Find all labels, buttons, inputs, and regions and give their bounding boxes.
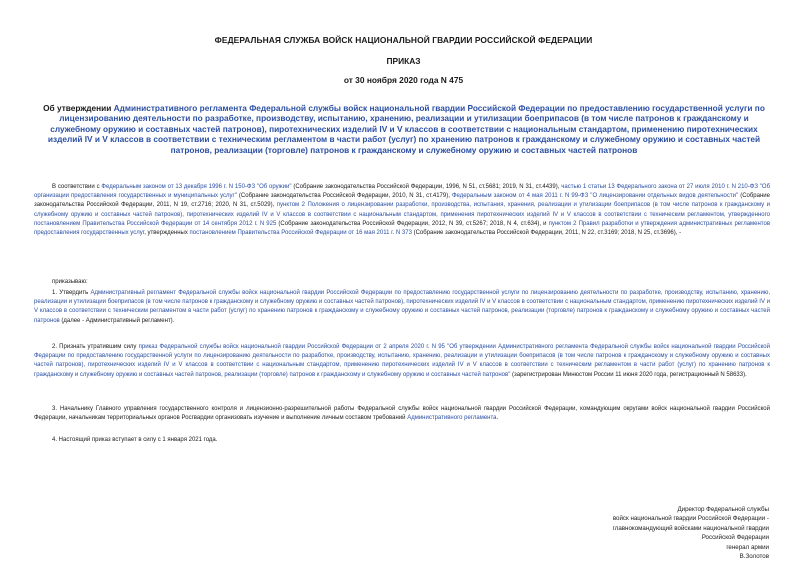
signature-block <box>613 505 769 561</box>
signature-line-3: главнокомандующий войсками национальной гвардии <box>612 524 769 532</box>
regulation-925-link[interactable]: пунктом 2 Положения о лицензировании разработки, производства, испытания, хранения, реализации и утилизации боеприпасов (в том числе патронов к гражданскому и служебному оружию и составных частей патронов), пиротехнических изделий IV и V классов в соответствии с национальным стандартом, применения пиротехнических изделий IV и V классов в соответствии с техническим регламентом, утвержденного постановлением Правительства Российской Федерации от 14 сентября 2012 г. N 925 <box>34 202 770 227</box>
signature-line-2: войск национальной гвардии Российской Федерации - <box>612 515 769 523</box>
item-3-paragraph <box>34 405 770 423</box>
order-95-link[interactable]: приказ Федеральной службы войск национальной гвардии Российской Федерации от 2 апреля 2020 г. N 95 "Об утверждении Административного регламента Федеральной службы войск национальной гвардии Российской Федерации по предоставлению государственной услуги по лицензированию деятельности по разработке, производству, испытанию, хранению, реализации и утилизации боеприпасов (в том числе патронов к гражданскому и служебному оружию и составных частей патронов), пиротехнических изделий IV и V классов в соответствии с национальным стандартом, применению пиротехнических изделий IV и V классов в соответствии с техническим регламентом в части работ (услуг) по хранению патронов к гражданскому и служебному оружию и составных частей патронов, реализации (торговле) патронов к гражданскому и служебному оружию и составных частей патронов" <box>34 344 770 378</box>
order-word: приказываю: <box>52 279 88 285</box>
item-3-text-1: 3. Начальнику Главного управления государственного контроля и лицензионно-разрешительной работы Федеральной службы войск национальной гвардии Российской Федерации, командующим округами войск национальной гвардии Российской Федерации, начальникам территориальных органов Росгвардии организовать изучение и выполнение личным составом требований <box>34 406 770 422</box>
item-3-text-2: . <box>496 415 499 422</box>
law-99fz-link[interactable]: Федеральным законом от 4 мая 2011 г. N 99-ФЗ "О лицензировании отдельных видов деятельности" <box>451 193 739 200</box>
rules-clause2-link[interactable]: пунктом 2 Правил разработки и утверждения административных регламентов предоставления государственных услуг <box>34 220 771 237</box>
item-4-paragraph: 4. Настоящий приказ вступает в силу с 1 января 2021 года. <box>52 437 218 443</box>
preamble-text-3: (Собрание законодательства Российской Федерации, 2010, N 31, ст.4179), <box>236 193 452 200</box>
preamble-text-6: , утвержденных <box>144 230 190 237</box>
signature-line-5: генерал армии <box>726 543 769 551</box>
document-type: ПРИКАЗ <box>386 56 421 66</box>
preamble-text-7: (Собрание законодательства Российской Федерации, 2011, N 22, ст.3169; 2018, N 25, ст.3696), - <box>411 230 682 237</box>
regulation-link[interactable]: Административный регламент Федеральной службы войск национальной гвардии Российской Федерации по предоставлению государственной услуги по лицензированию деятельности по разработке, производству, испытанию, хранению, реализации и утилизации боеприпасов (в том числе патронов к гражданскому и служебному оружию и составных частей патронов), пиротехнических изделий IV и V классов в соответствии с национальным стандартом, применению пиротехнических изделий IV и V классов в соответствии с техническим регламентом в части работ (услуг) по хранению патронов к гражданскому и служебному оружию и составных частей патронов, реализации (торговле) патронов к гражданскому и служебному оружию и составных частей патронов <box>34 290 770 324</box>
resolution-373-link[interactable]: постановлением Правительства Российской Федерации от 16 мая 2011 г. N 373 <box>189 230 412 237</box>
document-title <box>34 103 774 155</box>
item-1-text-2: (далее - Административный регламент). <box>59 317 175 324</box>
item-2-text-1: 2. Признать утратившим силу <box>52 344 139 350</box>
preamble-text-1: В соответствии с <box>52 184 102 190</box>
item-1-text-1: 1. Утвердить <box>52 290 91 296</box>
preamble-text-4: (Собрание законодательства Российской Федерации, 2011, N 19, ст.2716; 2020, N 31, ст.5029), <box>34 193 770 209</box>
item-1-paragraph <box>34 289 770 326</box>
item-2-text-2: (зарегистрирован Минюстом России 11 июня 2020 года, регистрационный N 58633). <box>510 371 747 378</box>
document-date: от 30 ноября 2020 года N 475 <box>343 75 464 85</box>
title-prefix: Об утверждении <box>43 103 114 113</box>
signature-line-6: В.Золотов <box>739 553 769 561</box>
agency-name: ФЕДЕРАЛЬНАЯ СЛУЖБА ВОЙСК НАЦИОНАЛЬНОЙ ГВАРДИИ РОССИЙСКОЙ ФЕДЕРАЦИИ <box>214 35 593 45</box>
law-150fz-link[interactable]: Федеральным законом от 13 декабря 1996 г. N 150-ФЗ "Об оружии" <box>101 184 292 190</box>
preamble-text-5: (Собрание законодательства Российской Федерации, 2012, N 39, ст.5267; 2018, N 4, ст.634), и <box>276 220 549 227</box>
preamble-text-2: (Собрание законодательства Российской Федерации, 1996, N 51, ст.5681; 2019, N 31, ст.4439), <box>291 184 562 190</box>
item-2-paragraph <box>34 343 770 380</box>
signature-line-4: Российской Федерации <box>701 534 769 542</box>
title-regulation-link[interactable]: Административного регламента Федеральной службы войск национальной гвардии Российской Федерации по предоставлению государственной услуги по лицензированию деятельности по разработке, производству, испытанию, хранению, реализации и утилизации боеприпасов (в том числе патронов к гражданскому и служебному оружию и составных частей патронов), пиротехнических изделий IV и V классов в соответствии с национальным стандартом, применению пиротехнических изделий IV и V классов в соответствии с техническим регламентом в части работ (услуг) по хранению патронов к гражданскому и служебному оружию и составных частей патронов, реализации (торговле) патронов к гражданскому и служебному оружию и составных частей патронов <box>47 103 765 155</box>
preamble-paragraph <box>34 183 770 238</box>
law-210fz-link[interactable]: частью 1 статьи 13 Федерального закона от 27 июля 2010 г. N 210-ФЗ "Об организации предоставления государственных и муниципальных услуг" <box>34 184 771 200</box>
signature-line-1: Директор Федеральной службы <box>677 506 769 513</box>
regulation-ref-link[interactable]: Административного регламента <box>407 415 497 422</box>
